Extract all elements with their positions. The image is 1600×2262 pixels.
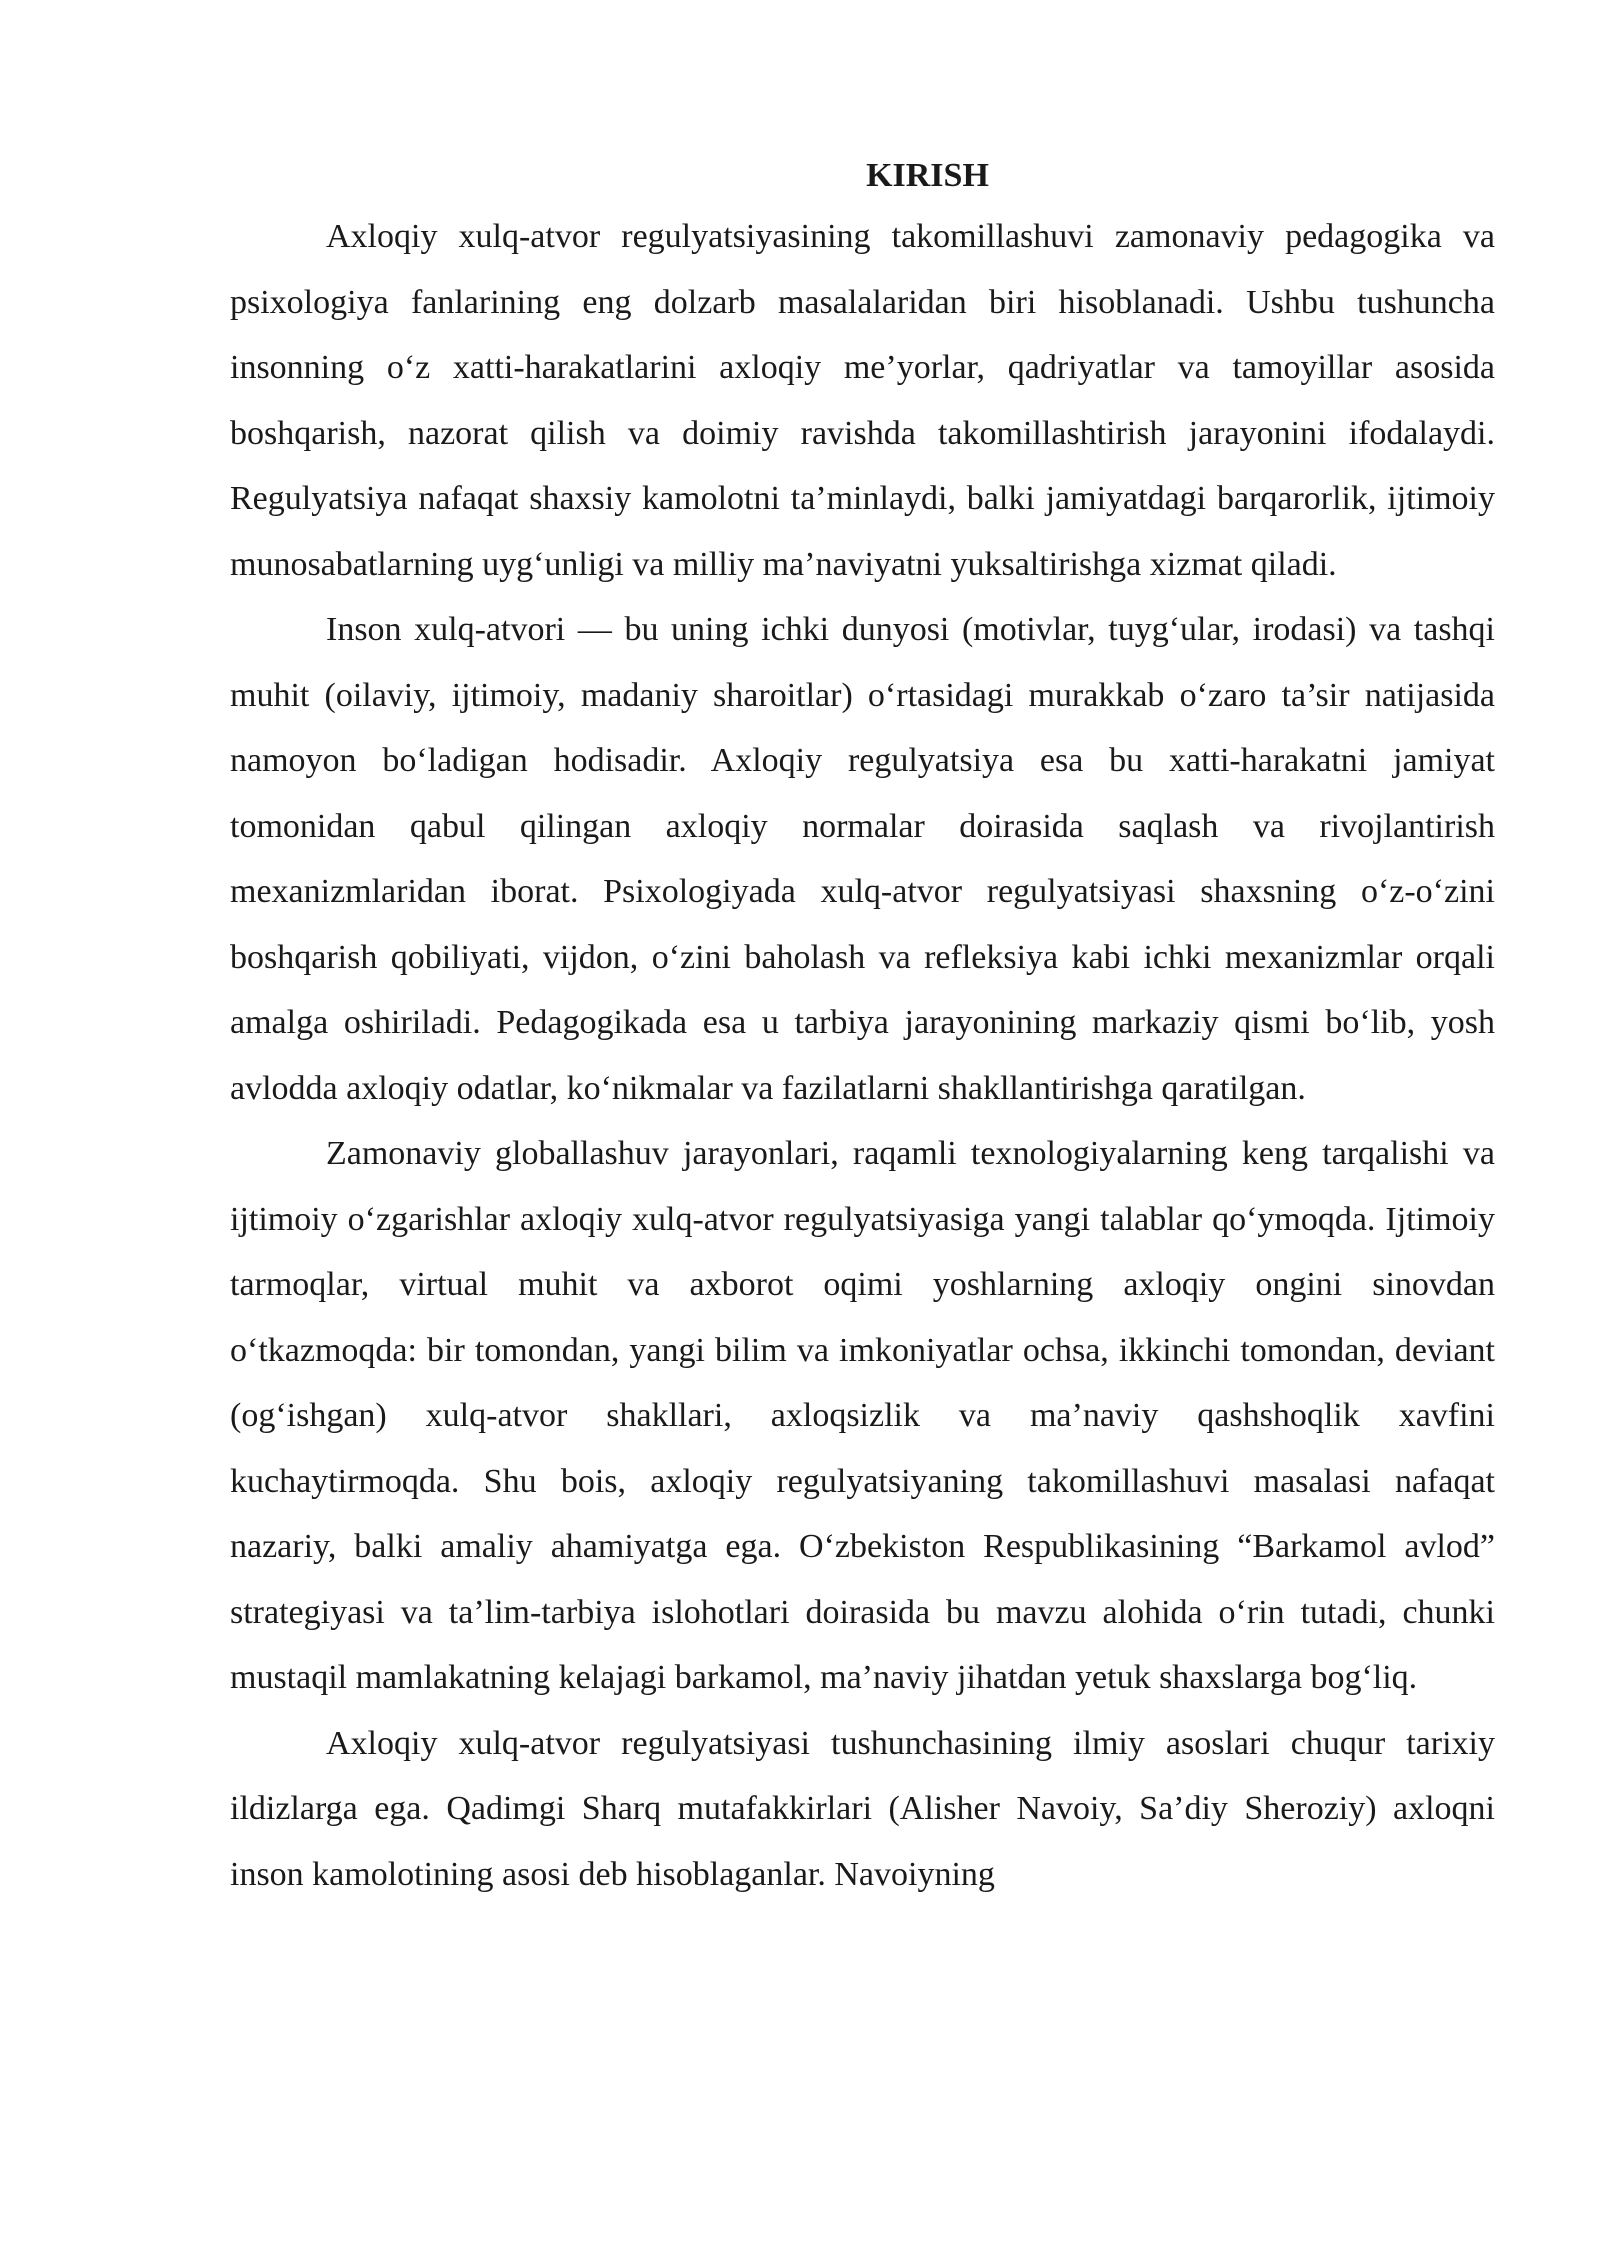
paragraph-1: Axloqiy xulq-atvor regulyatsiyasining takomillashuvi zamonaviy pedagogika va psixologiya fanlarining eng dolzarb masalalaridan biri hisoblanadi. Ushbu tushuncha insonning o‘z xatti-harakatlarini axloqiy me’yorlar, qadriyatlar va tamoyillar asosida boshqarish, nazorat qilish va doimiy ravishda takomillashtirish jarayonini ifodalaydi. Regulyatsiya nafaqat shaxsiy kamolotni ta’minlaydi, balki jamiyatdagi barqarorlik, ijtimoiy munosabatlarning uyg‘unligi va milliy ma’naviyatni yuksaltirishga xizmat qiladi. (230, 218, 1495, 583)
section-heading: KIRISH (866, 157, 989, 194)
document-body (230, 148, 1495, 1907)
paragraph-4: Axloqiy xulq-atvor regulyatsiyasi tushunchasining ilmiy asoslari chuqur tarixiy ildizlarga ega. Qadimgi Sharq mutafakkirlari (Alisher Navoiy, Sa’diy Sheroziy) axloqni inson kamolotining asosi deb hisoblaganlar. Navoiyning (230, 1724, 1495, 1893)
paragraph-2: Inson xulq-atvori — bu uning ichki dunyosi (motivlar, tuyg‘ular, irodasi) va tashqi muhit (oilaviy, ijtimoiy, madaniy sharoitlar) o‘rtasidagi murakkab o‘zaro ta’sir natijasida namoyon bo‘ladigan hodisadir. Axloqiy regulyatsiya esa bu xatti-harakatni jamiyat tomonidan qabul qilingan axloqiy normalar doirasida saqlash va rivojlantirish mexanizmlaridan iborat. Psixologiyada xulq-atvor regulyatsiyasi shaxsning o‘z-o‘zini boshqarish qobiliyati, vijdon, o‘zini baholash va refleksiya kabi ichki mexanizmlar orqali amalga oshiriladi. Pedagogikada esa u tarbiya jarayonining markaziy qismi bo‘lib, yosh avlodda axloqiy odatlar, ko‘nikmalar va fazilatlarni shakllantirishga qaratilgan. (230, 611, 1495, 1107)
paragraph-3: Zamonaviy globallashuv jarayonlari, raqamli texnologiyalarning keng tarqalishi va ijtimoiy o‘zgarishlar axloqiy xulq-atvor regulyatsiyasiga yangi talablar qo‘ymoqda. Ijtimoiy tarmoqlar, virtual muhit va axborot oqimi yoshlarning axloqiy ongini sinovdan o‘tkazmoqda: bir tomondan, yangi bilim va imkoniyatlar ochsa, ikkinchi tomondan, deviant (og‘ishgan) xulq-atvor shakllari, axloqsizlik va ma’naviy qashshoqlik xavfini kuchaytirmoqda. Shu bois, axloqiy regulyatsiyaning takomillashuvi masalasi nafaqat nazariy, balki amaliy ahamiyatga ega. O‘zbekiston Respublikasining “Barkamol avlod” strategiyasi va ta’lim-tarbiya islohotlari doirasida bu mavzu alohida o‘rin tutadi, chunki mustaqil mamlakatning kelajagi barkamol, ma’naviy jihatdan yetuk shaxslarga bog‘liq. (230, 1135, 1495, 1696)
